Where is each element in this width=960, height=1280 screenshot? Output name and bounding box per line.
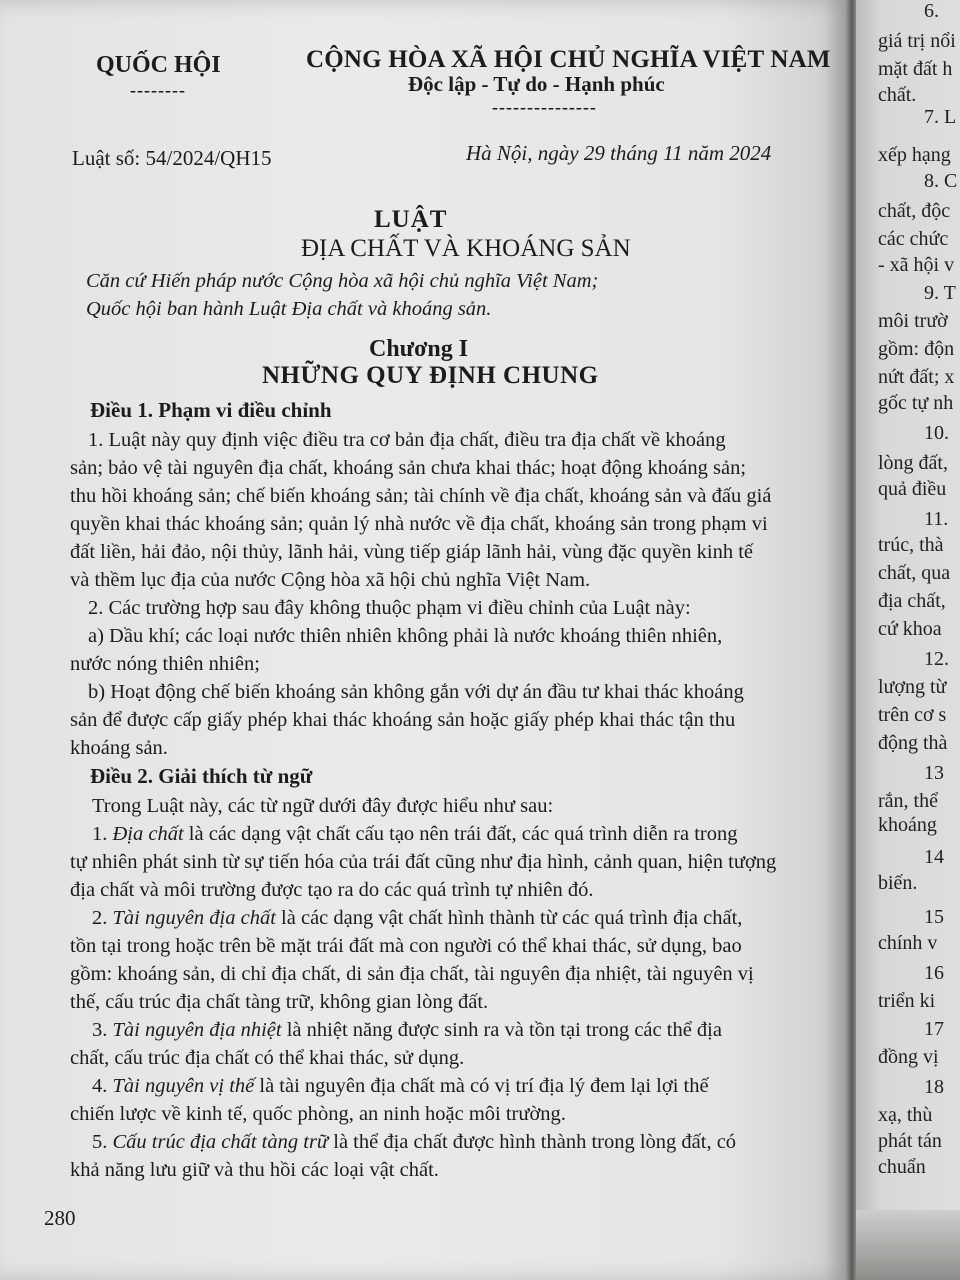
item-number: 4.: [92, 1075, 113, 1097]
facing-page-text-line: chất, độc: [878, 200, 951, 222]
facing-page-text-line: động thà: [878, 732, 948, 754]
facing-page-text-line: triển ki: [878, 990, 936, 1012]
item-number: 5.: [92, 1131, 113, 1153]
facing-page-text-line: chất, qua: [878, 562, 951, 584]
text-line: sản để được cấp giấy phép khai thác khoáng sản hoặc giấy phép khai thác tận thu: [70, 709, 736, 731]
facing-page-text-line: 11.: [924, 508, 949, 530]
text-line: quyền khai thác khoáng sản; quản lý nhà nước về địa chất, khoáng sản trong phạm vi: [70, 513, 768, 535]
law-number: Luật số: 54/2024/QH15: [72, 146, 272, 170]
text-line: chiến lược về kinh tế, quốc phòng, an ninh hoặc môi trường.: [70, 1103, 566, 1125]
definition-text: là thể địa chất được hình thành trong lòng đất, có: [328, 1131, 737, 1153]
facing-page-text-line: 13: [924, 762, 944, 784]
law-name: ĐỊA CHẤT VÀ KHOÁNG SẢN: [301, 235, 631, 262]
item-number: 2.: [92, 907, 113, 929]
facing-page-text-line: mặt đất h: [878, 58, 953, 80]
text-line: [70, 1016, 800, 1044]
article-1-point-a: [70, 622, 800, 678]
text-line: [70, 820, 800, 848]
text-line: và thềm lục địa của nước Cộng hòa xã hội chủ nghĩa Việt Nam.: [70, 569, 591, 591]
definition-text: là tài nguyên địa chất mà có vị trí địa lý đem lại lợi thế: [254, 1075, 709, 1097]
facing-page-text-line: lòng đất,: [878, 452, 948, 474]
defined-term: Cấu trúc địa chất tàng trữ: [112, 1131, 329, 1153]
facing-page-text-line: 17: [924, 1018, 944, 1040]
facing-page-text-line: trúc, thà: [878, 534, 944, 556]
facing-page-text-line: nứt đất; x: [878, 366, 955, 388]
definition-1: [70, 820, 800, 904]
facing-page-text-line: 9. T: [924, 282, 956, 304]
facing-page-text-line: - xã hội v: [878, 254, 955, 276]
facing-page-text-line: chính v: [878, 932, 938, 954]
facing-page-text-line: xếp hạng: [878, 144, 951, 166]
text-line: [70, 904, 800, 932]
facing-page-text-line: xạ, thù: [878, 1104, 933, 1126]
text-line: 2. Các trường hợp sau đây không thuộc phạm vi điều chỉnh của Luật này:: [88, 597, 691, 619]
facing-page-text-line: các chức: [878, 228, 949, 250]
facing-page-text-line: quả điều: [878, 478, 947, 500]
facing-page-text-line: phát tán: [878, 1130, 942, 1152]
facing-page-text-line: rắn, thể: [878, 790, 938, 812]
facing-page-text-line: cứ khoa: [878, 618, 942, 640]
facing-page-text-line: chuẩn: [878, 1156, 926, 1178]
issuing-agency: QUỐC HỘI: [96, 52, 221, 78]
text-line: gồm: khoáng sản, di chỉ địa chất, di sản địa chất, tài nguyên địa nhiệt, tài nguyên vị: [70, 963, 754, 985]
article-2-heading: Điều 2. Giải thích từ ngữ: [90, 764, 313, 788]
facing-page-text-line: lượng từ: [878, 676, 947, 698]
text-line: Trong Luật này, các từ ngữ dưới đây được hiểu như sau:: [92, 795, 554, 817]
motto-underline: ---------------: [492, 97, 597, 117]
text-line: nước nóng thiên nhiên;: [70, 653, 260, 675]
text-line: tồn tại trong hoặc trên bề mặt trái đất mà con người có thể khai thác, sử dụng, bao: [70, 935, 742, 957]
text-line: thu hồi khoáng sản; chế biến khoáng sản; tài chính về địa chất, khoáng sản và đấu giá: [70, 485, 772, 507]
national-motto: Độc lập - Tự do - Hạnh phúc: [408, 72, 665, 96]
text-line: [70, 1128, 800, 1156]
text-line: chất, cấu trúc địa chất có thể khai thác, sử dụng.: [70, 1047, 465, 1069]
legal-basis-line: Quốc hội ban hành Luật Địa chất và khoáng sản.: [86, 298, 492, 320]
item-number: 1.: [92, 823, 113, 845]
facing-page-text-line: 16: [924, 962, 944, 984]
text-line: tự nhiên phát sinh từ sự tiến hóa của trái đất cũng như địa hình, cảnh quan, hiện tượng: [70, 851, 777, 873]
facing-page-text-line: 8. C: [924, 170, 958, 192]
chapter-name: NHỮNG QUY ĐỊNH CHUNG: [262, 362, 599, 389]
facing-page-text-line: chất.: [878, 84, 917, 106]
legal-basis-line: Căn cứ Hiến pháp nước Cộng hòa xã hội chủ nghĩa Việt Nam;: [86, 270, 599, 292]
chapter-number: Chương I: [369, 336, 469, 362]
facing-page-text-line: 7. L: [924, 106, 957, 128]
definition-5: [70, 1128, 800, 1184]
agency-underline: --------: [130, 80, 186, 100]
document-type: LUẬT: [374, 206, 448, 233]
facing-page-text-line: 14: [924, 846, 944, 868]
text-line: sản; bảo vệ tài nguyên địa chất, khoáng sản chưa khai thác; hoạt động khoáng sản;: [70, 457, 747, 479]
national-title: CỘNG HÒA XÃ HỘI CHỦ NGHĨA VIỆT NAM: [306, 46, 831, 73]
text-line: 1. Luật này quy định việc điều tra cơ bản địa chất, điều tra địa chất về khoáng: [88, 429, 726, 451]
article-1-clause-1: [70, 426, 800, 594]
article-1-heading: Điều 1. Phạm vi điều chỉnh: [90, 398, 332, 422]
place-and-date: Hà Nội, ngày 29 tháng 11 năm 2024: [466, 141, 772, 165]
facing-page-text-line: giá trị nổi: [878, 30, 956, 52]
facing-page-text-line: môi trườ: [878, 310, 948, 332]
definition-text: là các dạng vật chất hình thành từ các quá trình địa chất,: [275, 907, 743, 929]
text-line: địa chất và môi trường được tạo ra do các quá trình tự nhiên đó.: [70, 879, 594, 901]
definition-2: [70, 904, 800, 1016]
text-line: khoáng sản.: [70, 737, 168, 759]
article-1-clause-2: [70, 594, 800, 622]
defined-term: Tài nguyên địa nhiệt: [112, 1019, 282, 1041]
text-line: b) Hoạt động chế biến khoáng sản không gắn với dự án đầu tư khai thác khoáng: [88, 681, 744, 703]
page-number: 280: [44, 1206, 76, 1230]
text-line: [70, 1072, 800, 1100]
definition-4: [70, 1072, 800, 1128]
defined-term: Địa chất: [112, 823, 184, 845]
page-edge-shadow: [856, 1210, 960, 1280]
facing-page-text-line: đồng vị: [878, 1046, 939, 1068]
text-line: khả năng lưu giữ và thu hồi các loại vật chất.: [70, 1159, 439, 1181]
definition-text: là các dạng vật chất cấu tạo nên trái đất, các quá trình diễn ra trong: [183, 823, 738, 845]
facing-page-text-line: biến.: [878, 872, 918, 894]
text-line: thế, cấu trúc địa chất tàng trữ, không gian lòng đất.: [70, 991, 489, 1013]
text-line: đất liền, hải đảo, nội thủy, lãnh hải, vùng tiếp giáp lãnh hải, vùng đặc quyền kinh tế: [70, 541, 753, 563]
right-page: [856, 0, 960, 1280]
facing-page-text-line: 12.: [924, 648, 949, 670]
article-1-point-b: [70, 678, 800, 762]
facing-page-text-line: gốc tự nh: [878, 392, 954, 414]
text-line: a) Dầu khí; các loại nước thiên nhiên không phải là nước khoáng thiên nhiên,: [88, 625, 723, 647]
facing-page-text-line: trên cơ s: [878, 704, 947, 726]
facing-page-text-line: gồm: độn: [878, 338, 955, 360]
facing-page-text-line: 18: [924, 1076, 944, 1098]
item-number: 3.: [92, 1019, 113, 1041]
facing-page-text-line: 10.: [924, 422, 949, 444]
facing-page-text-line: 15: [924, 906, 944, 928]
facing-page-text-line: địa chất,: [878, 590, 946, 612]
defined-term: Tài nguyên vị thế: [112, 1075, 255, 1097]
facing-page-text-line: 6.: [924, 0, 939, 22]
article-2-intro: [70, 792, 800, 820]
definition-3: [70, 1016, 800, 1072]
definition-text: là nhiệt năng được sinh ra và tồn tại trong các thể địa: [281, 1019, 722, 1041]
facing-page-text-line: khoáng: [878, 814, 937, 836]
defined-term: Tài nguyên địa chất: [112, 907, 276, 929]
